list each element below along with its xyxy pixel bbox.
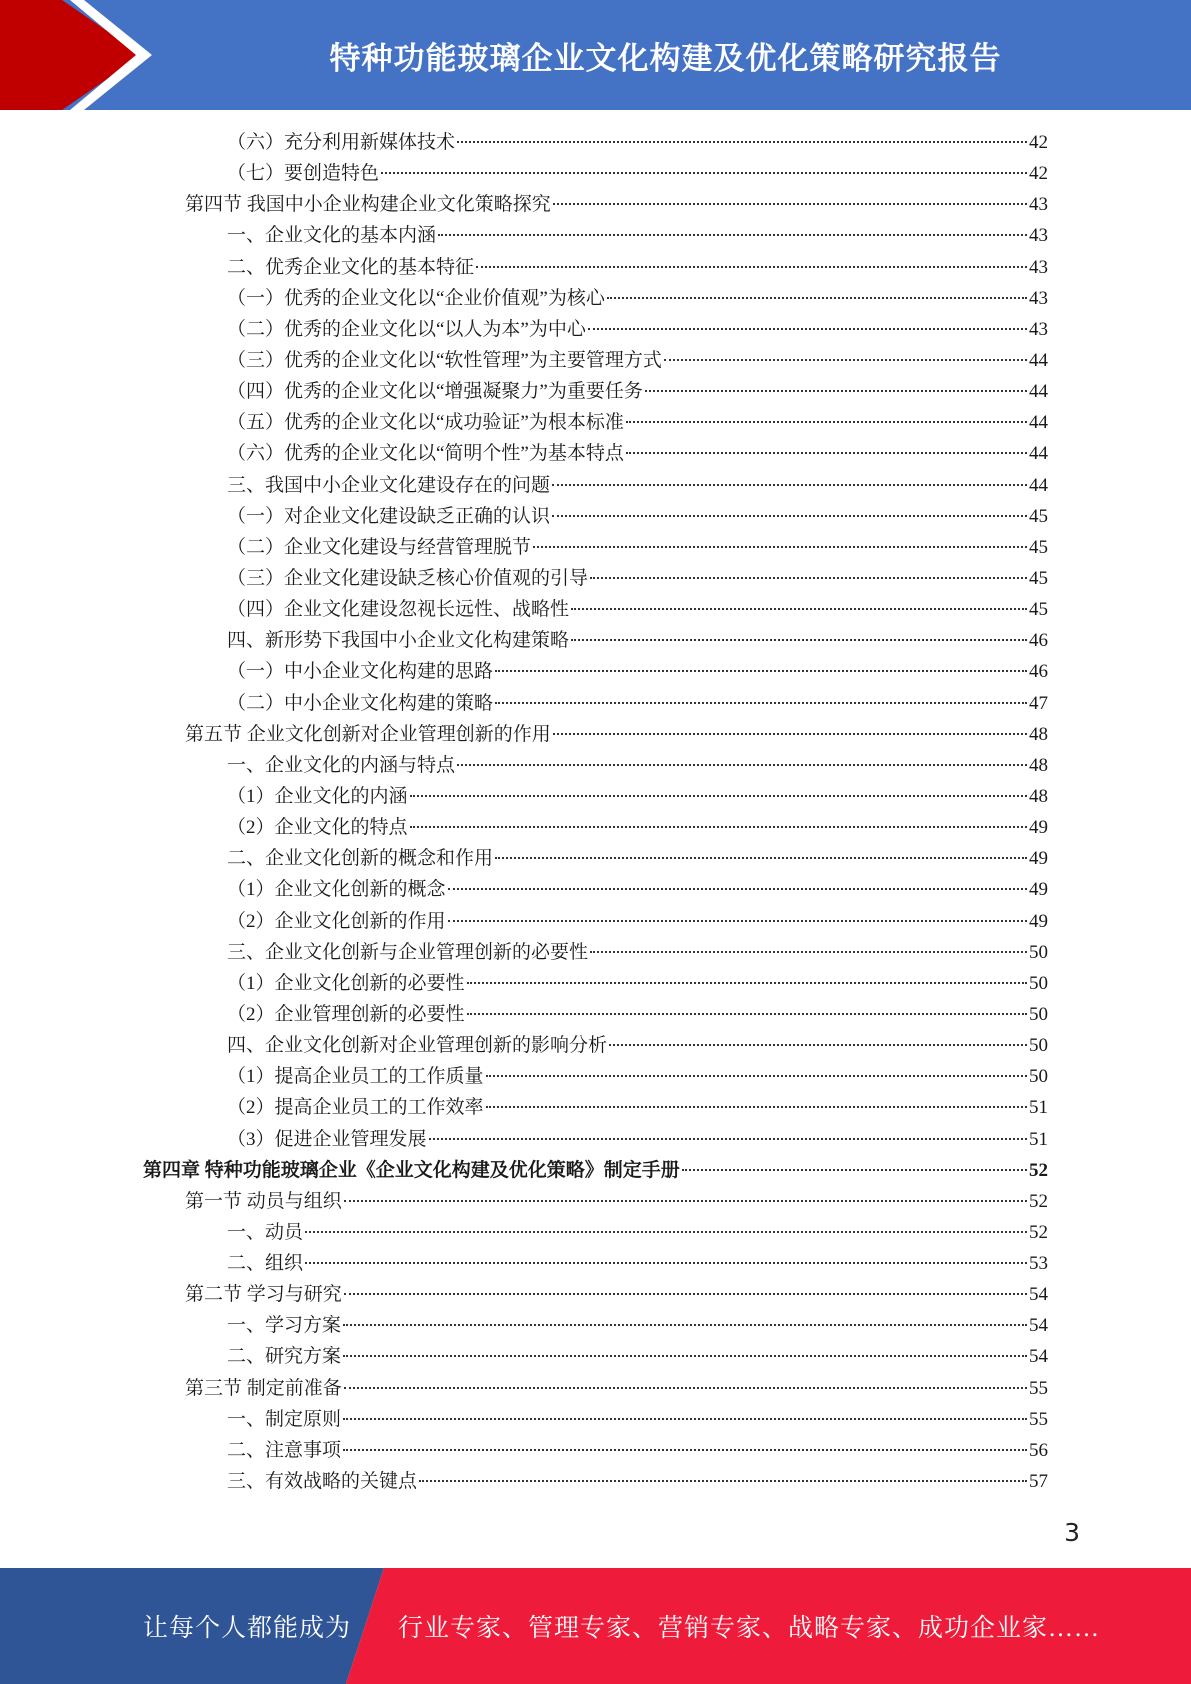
toc-entry-page: 53	[1029, 1253, 1048, 1275]
toc-entry-page: 45	[1029, 536, 1048, 558]
toc-entry-title: （三）企业文化建设缺乏核心价值观的引导	[227, 567, 589, 589]
toc-dot-leader	[344, 1292, 1027, 1295]
toc-dot-leader	[419, 1479, 1027, 1482]
toc-dot-leader	[626, 420, 1027, 423]
toc-entry-title: 二、优秀企业文化的基本特征	[227, 256, 475, 278]
toc-entry-page: 46	[1029, 630, 1048, 652]
toc-entry[interactable]	[0, 1124, 1191, 1155]
toc-entry-title: 二、组织	[227, 1253, 304, 1275]
toc-entry[interactable]	[0, 656, 1191, 687]
toc-entry[interactable]	[0, 407, 1191, 438]
toc-entry-page: 52	[1029, 1190, 1048, 1212]
toc-entry-title: （二）中小企业文化构建的策略	[227, 692, 494, 714]
toc-dot-leader	[590, 576, 1027, 579]
toc-dot-leader	[467, 1012, 1027, 1015]
toc-dot-leader	[553, 202, 1027, 205]
toc-dot-leader	[552, 483, 1027, 486]
toc-entry[interactable]	[0, 812, 1191, 843]
toc-entry-page: 49	[1029, 910, 1048, 932]
toc-entry[interactable]	[0, 1155, 1191, 1186]
toc-dot-leader	[609, 1043, 1027, 1046]
toc-entry-page: 54	[1029, 1284, 1048, 1306]
toc-entry[interactable]	[0, 1030, 1191, 1061]
toc-entry-page: 48	[1029, 723, 1048, 745]
toc-dot-leader	[381, 171, 1027, 174]
toc-entry[interactable]	[0, 1279, 1191, 1310]
toc-entry[interactable]	[0, 252, 1191, 283]
toc-dot-leader	[486, 1074, 1027, 1077]
toc-entry-page: 44	[1029, 349, 1048, 371]
toc-entry[interactable]	[0, 906, 1191, 937]
toc-dot-leader	[495, 856, 1027, 859]
toc-dot-leader	[343, 1448, 1027, 1451]
toc-entry[interactable]	[0, 1186, 1191, 1217]
toc-entry-page: 44	[1029, 474, 1048, 496]
toc-entry-page: 54	[1029, 1315, 1048, 1337]
toc-entry-title: 一、学习方案	[227, 1315, 342, 1337]
toc-dot-leader	[590, 950, 1027, 953]
toc-entry-page: 45	[1029, 599, 1048, 621]
toc-entry-page: 43	[1029, 318, 1048, 340]
toc-entry-page: 56	[1029, 1439, 1048, 1461]
toc-dot-leader	[305, 1230, 1027, 1233]
header-arrow-decoration	[0, 0, 160, 110]
toc-entry-page: 52	[1029, 1221, 1048, 1243]
toc-entry-page: 57	[1029, 1471, 1048, 1493]
toc-entry-page: 50	[1029, 941, 1048, 963]
toc-entry-title: 一、动员	[227, 1221, 304, 1243]
toc-dot-leader	[607, 296, 1027, 299]
toc-entry-page: 48	[1029, 754, 1048, 776]
toc-entry[interactable]	[0, 874, 1191, 905]
toc-entry-page: 45	[1029, 567, 1048, 589]
toc-entry[interactable]	[0, 1310, 1191, 1341]
toc-entry[interactable]	[0, 625, 1191, 656]
toc-dot-leader	[448, 919, 1027, 922]
toc-entry-title: 第三节 制定前准备	[185, 1377, 342, 1399]
toc-dot-leader	[533, 545, 1027, 548]
toc-dot-leader	[682, 1168, 1027, 1171]
toc-entry-page: 52	[1029, 1159, 1048, 1181]
toc-dot-leader	[457, 763, 1027, 766]
toc-entry-title: （一）对企业文化建设缺乏正确的认识	[227, 505, 551, 527]
page-number: 3	[1064, 1518, 1080, 1547]
toc-entry-title: （六）充分利用新媒体技术	[227, 132, 456, 153]
toc-entry[interactable]	[0, 1435, 1191, 1466]
toc-entry-page: 43	[1029, 256, 1048, 278]
toc-dot-leader	[571, 638, 1027, 641]
toc-dot-leader	[486, 1105, 1027, 1108]
toc-dot-leader	[457, 140, 1027, 143]
toc-dot-leader	[438, 233, 1027, 236]
toc-dot-leader	[448, 887, 1027, 890]
toc-entry-title: 第四节 我国中小企业构建企业文化策略探究	[185, 194, 551, 216]
footer-slogan-left: 让每个人都能成为	[143, 1615, 352, 1642]
footer-slogan-right: 行业专家、管理专家、营销专家、战略专家、成功企业家……	[398, 1615, 1101, 1642]
toc-entry-title: （1）企业文化创新的必要性	[227, 972, 465, 994]
toc-entry[interactable]	[0, 1092, 1191, 1123]
toc-entry-page: 47	[1029, 692, 1048, 714]
toc-entry[interactable]	[0, 220, 1191, 251]
toc-dot-leader	[495, 701, 1027, 704]
toc-entry-title: （1）企业文化的内涵	[227, 785, 408, 807]
toc-entry-title: 三、我国中小企业文化建设存在的问题	[227, 474, 551, 496]
toc-entry[interactable]	[0, 843, 1191, 874]
toc-entry[interactable]	[0, 470, 1191, 501]
toc-entry[interactable]	[0, 563, 1191, 594]
toc-entry-title: （1）提高企业员工的工作质量	[227, 1066, 484, 1088]
toc-entry-page: 55	[1029, 1377, 1048, 1399]
toc-entry-title: 四、新形势下我国中小企业文化构建策略	[227, 630, 570, 652]
toc-entry-title: 第五节 企业文化创新对企业管理创新的作用	[185, 723, 551, 745]
toc-dot-leader	[553, 732, 1027, 735]
toc-dot-leader	[343, 1354, 1027, 1357]
toc-entry[interactable]	[0, 376, 1191, 407]
toc-entry-page: 51	[1029, 1097, 1048, 1119]
toc-dot-leader	[571, 607, 1027, 610]
toc-entry[interactable]	[0, 750, 1191, 781]
toc-entry-page: 50	[1029, 1066, 1048, 1088]
table-of-contents	[0, 127, 1191, 1497]
toc-entry-title: （二）优秀的企业文化以“以人为本”为中心	[227, 318, 586, 340]
toc-dot-leader	[588, 327, 1027, 330]
toc-entry-page: 45	[1029, 505, 1048, 527]
toc-entry-page: 46	[1029, 661, 1048, 683]
toc-entry[interactable]	[0, 1404, 1191, 1435]
toc-entry[interactable]	[0, 1061, 1191, 1092]
toc-entry[interactable]	[0, 283, 1191, 314]
toc-entry-title: 四、企业文化创新对企业管理创新的影响分析	[227, 1035, 608, 1057]
toc-entry[interactable]	[0, 719, 1191, 750]
toc-entry[interactable]	[0, 189, 1191, 220]
toc-entry-title: 一、制定原则	[227, 1408, 342, 1430]
toc-dot-leader	[344, 1386, 1027, 1389]
toc-entry-page: 49	[1029, 848, 1048, 870]
toc-entry-title: （三）优秀的企业文化以“软性管理”为主要管理方式	[227, 349, 662, 371]
toc-entry[interactable]	[0, 594, 1191, 625]
toc-entry-page: 42	[1029, 163, 1048, 185]
toc-entry[interactable]	[0, 1466, 1191, 1497]
toc-entry-title: （四）企业文化建设忽视长远性、战略性	[227, 599, 570, 621]
toc-entry-title: 一、企业文化的基本内涵	[227, 225, 437, 247]
toc-entry[interactable]	[0, 999, 1191, 1030]
toc-entry-title: （一）优秀的企业文化以“企业价值观”为核心	[227, 287, 605, 309]
toc-entry-title: （四）优秀的企业文化以“增强凝聚力”为重要任务	[227, 381, 643, 403]
toc-dot-leader	[552, 514, 1027, 517]
toc-entry-title: 第二节 学习与研究	[185, 1284, 342, 1306]
toc-entry-title: （3）促进企业管理发展	[227, 1128, 427, 1150]
toc-entry-title: （2）企业文化创新的作用	[227, 910, 446, 932]
toc-entry-page: 43	[1029, 194, 1048, 216]
toc-entry-title: （2）提高企业员工的工作效率	[227, 1097, 484, 1119]
toc-entry-page: 54	[1029, 1346, 1048, 1368]
toc-entry-title: 二、企业文化创新的概念和作用	[227, 848, 494, 870]
toc-entry[interactable]	[0, 1217, 1191, 1248]
toc-dot-leader	[429, 1137, 1027, 1140]
toc-dot-leader	[305, 1261, 1027, 1264]
toc-entry[interactable]	[0, 345, 1191, 376]
toc-entry-page: 44	[1029, 412, 1048, 434]
toc-entry-title: （2）企业管理创新的必要性	[227, 1003, 465, 1025]
toc-entry-title: 第一节 动员与组织	[185, 1190, 342, 1212]
toc-entry[interactable]	[0, 1373, 1191, 1404]
toc-entry-page: 43	[1029, 287, 1048, 309]
toc-entry-title: 一、企业文化的内涵与特点	[227, 754, 456, 776]
toc-entry[interactable]	[0, 1341, 1191, 1372]
toc-entry[interactable]	[0, 937, 1191, 968]
toc-entry-title: （五）优秀的企业文化以“成功验证”为根本标准	[227, 412, 624, 434]
toc-dot-leader	[467, 981, 1027, 984]
toc-entry-title: （2）企业文化的特点	[227, 817, 408, 839]
toc-entry-title: （一）中小企业文化构建的思路	[227, 661, 494, 683]
toc-entry-page: 44	[1029, 381, 1048, 403]
toc-entry-page: 49	[1029, 879, 1048, 901]
toc-entry-title: 三、有效战略的关键点	[227, 1471, 418, 1493]
toc-entry[interactable]	[0, 781, 1191, 812]
toc-entry-title: 第四章 特种功能玻璃企业《企业文化构建及优化策略》制定手册	[143, 1159, 680, 1181]
toc-dot-leader	[410, 794, 1027, 797]
toc-entry[interactable]	[0, 127, 1191, 158]
toc-entry-title: 三、企业文化创新与企业管理创新的必要性	[227, 941, 589, 963]
toc-dot-leader	[343, 1417, 1027, 1420]
page-header	[0, 0, 1191, 110]
toc-entry-page: 43	[1029, 225, 1048, 247]
toc-entry-title: （七）要创造特色	[227, 163, 380, 185]
toc-entry-page: 48	[1029, 785, 1048, 807]
toc-entry-page: 55	[1029, 1408, 1048, 1430]
document-title: 特种功能玻璃企业文化构建及优化策略研究报告	[329, 40, 1002, 77]
toc-entry[interactable]	[0, 1248, 1191, 1279]
toc-entry-page: 51	[1029, 1128, 1048, 1150]
toc-entry[interactable]	[0, 438, 1191, 469]
toc-entry-title: 二、注意事项	[227, 1439, 342, 1461]
toc-entry-page: 50	[1029, 1003, 1048, 1025]
toc-entry-title: （1）企业文化创新的概念	[227, 879, 446, 901]
toc-entry[interactable]	[0, 532, 1191, 563]
toc-entry-page: 49	[1029, 817, 1048, 839]
toc-entry-title: （六）优秀的企业文化以“简明个性”为基本特点	[227, 443, 624, 465]
toc-dot-leader	[626, 451, 1027, 454]
toc-entry[interactable]	[0, 314, 1191, 345]
toc-entry[interactable]	[0, 501, 1191, 532]
toc-dot-leader	[410, 825, 1027, 828]
toc-entry[interactable]	[0, 158, 1191, 189]
toc-entry-page: 50	[1029, 972, 1048, 994]
toc-entry-page: 50	[1029, 1035, 1048, 1057]
toc-dot-leader	[495, 669, 1027, 672]
toc-dot-leader	[664, 358, 1027, 361]
toc-entry-page: 44	[1029, 443, 1048, 465]
toc-entry-title: 二、研究方案	[227, 1346, 342, 1368]
toc-dot-leader	[476, 265, 1027, 268]
toc-dot-leader	[645, 389, 1027, 392]
toc-dot-leader	[343, 1323, 1027, 1326]
page-footer	[0, 1568, 1191, 1684]
toc-entry[interactable]	[0, 968, 1191, 999]
toc-entry-title: （二）企业文化建设与经营管理脱节	[227, 536, 532, 558]
toc-entry[interactable]	[0, 688, 1191, 719]
toc-entry-page: 42	[1029, 132, 1048, 153]
toc-dot-leader	[344, 1199, 1027, 1202]
